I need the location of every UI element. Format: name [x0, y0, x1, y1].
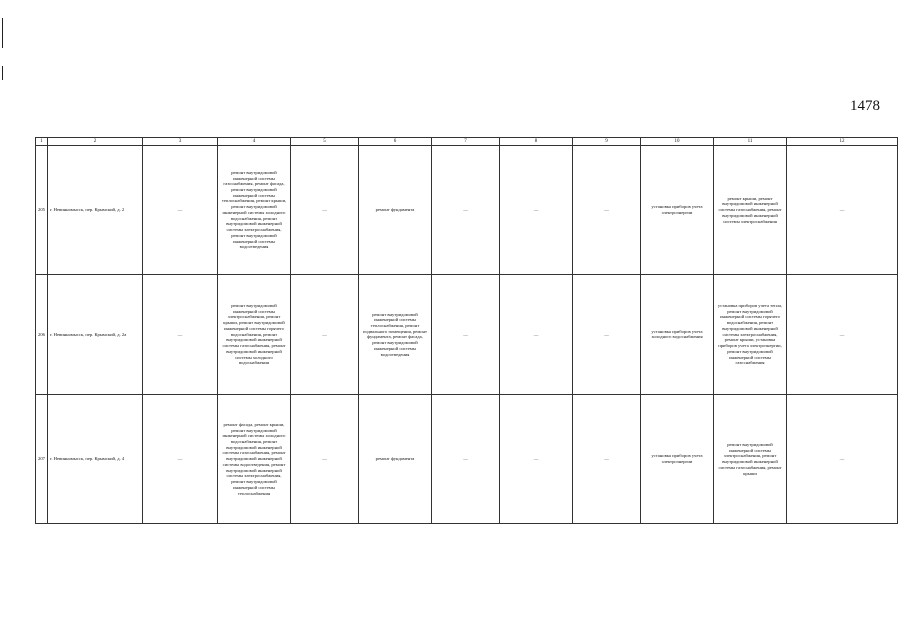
table-row	[36, 146, 898, 275]
row-number: 207	[36, 395, 48, 524]
repair-program-table	[35, 137, 898, 524]
empty-cell-dash: —	[500, 274, 573, 394]
empty-cell-dash: —	[573, 274, 641, 394]
column-header: 3	[143, 138, 218, 146]
left-margin-line-bottom	[2, 66, 3, 80]
works-cell: установка приборов учета тепла, ремонт внутридомовой инженерной системы горячего водоснабжения, ремонт внутридомовой инженерной системы электроснабжения, ремонт крыши, установка приборов учета электроэнергии, ремонт внутридомовой инженерной системы газоснабжения	[714, 274, 787, 394]
table-row	[36, 395, 898, 524]
empty-cell-dash: —	[787, 146, 898, 275]
page-number: 1478	[850, 98, 880, 114]
row-number: 206	[36, 274, 48, 394]
empty-cell-dash: —	[573, 395, 641, 524]
column-number-row	[36, 138, 898, 146]
empty-cell-dash: —	[291, 274, 359, 394]
empty-cell-dash: —	[143, 395, 218, 524]
address-cell: г. Невинномысск, пер. Крымский, д. 2	[48, 146, 143, 275]
empty-cell-dash: —	[500, 395, 573, 524]
empty-cell-dash: —	[432, 146, 500, 275]
works-cell: ремонт внутридомовой инженерной системы электроснабжения, ремонт внутридомовой инженерной системы газоснабжения, ремонт крыши	[714, 395, 787, 524]
empty-cell-dash: —	[143, 274, 218, 394]
column-header: 9	[573, 138, 641, 146]
works-cell: установка приборов учета электроэнергии	[641, 395, 714, 524]
works-cell: установка приборов учета электроэнергии	[641, 146, 714, 275]
works-cell: ремонт внутридомовой инженерной системы электроснабжения, ремонт крыши, ремонт внутридомовой инженерной системы горячего водоснабжения, ремонт внутридомовой инженерной системы газоснабжения, ремонт внутридомовой инженерной системы холодного водоснабжения	[218, 274, 291, 394]
column-header: 11	[714, 138, 787, 146]
empty-cell-dash: —	[432, 395, 500, 524]
column-header: 2	[48, 138, 143, 146]
empty-cell-dash: —	[573, 146, 641, 275]
works-cell: ремонт внутридомовой инженерной системы теплоснабжения, ремонт подвального помещения, ремонт фундамента, ремонт фасада, ремонт внутридомовой инженерной системы водоотведения	[359, 274, 432, 394]
column-header: 5	[291, 138, 359, 146]
empty-cell-dash: —	[787, 395, 898, 524]
empty-cell-dash: —	[500, 146, 573, 275]
works-cell: ремонт фундамента	[359, 146, 432, 275]
left-margin-line-top	[2, 18, 3, 48]
row-number: 205	[36, 146, 48, 275]
works-cell: ремонт крыши, ремонт внутридомовой инженерной системы газоснабжения, ремонт внутридомовой инженерной системы электроснабжения	[714, 146, 787, 275]
works-cell: ремонт внутридомовой инженерной системы газоснабжения, ремонт фасада, ремонт внутридомовой инженерной системы теплоснабжения, ремонт крыши, ремонт внутридомовой инженерной системы холодного водоснабжения, ремонт внутридомовой инженерной системы электроснабжения, ремонт внутридомовой инженерной системы водоотведения	[218, 146, 291, 275]
works-cell: ремонт фундамента	[359, 395, 432, 524]
column-header: 6	[359, 138, 432, 146]
works-cell: ремонт фасада, ремонт крыши, ремонт внутридомовой инженерной системы холодного водоснабжения, ремонт внутридомовой инженерной системы газоснабжения, ремонт внутридомовой инженерной системы водоотведения, ремонт внутридомовой инженерной системы электроснабжения, ремонт внутридомовой инженерной системы теплоснабжения	[218, 395, 291, 524]
column-header: 4	[218, 138, 291, 146]
empty-cell-dash: —	[432, 274, 500, 394]
column-header: 1	[36, 138, 48, 146]
column-header: 12	[787, 138, 898, 146]
empty-cell-dash: —	[143, 146, 218, 275]
column-header: 8	[500, 138, 573, 146]
works-cell: установка приборов учета холодного водоснабжения	[641, 274, 714, 394]
address-cell: г. Невинномысск, пер. Крымский, д. 2а	[48, 274, 143, 394]
address-cell: г. Невинномысск, пер. Крымский, д. 4	[48, 395, 143, 524]
table-row	[36, 274, 898, 394]
column-header: 10	[641, 138, 714, 146]
empty-cell-dash: —	[291, 146, 359, 275]
empty-cell-dash: —	[291, 395, 359, 524]
column-header: 7	[432, 138, 500, 146]
empty-cell-dash: —	[787, 274, 898, 394]
